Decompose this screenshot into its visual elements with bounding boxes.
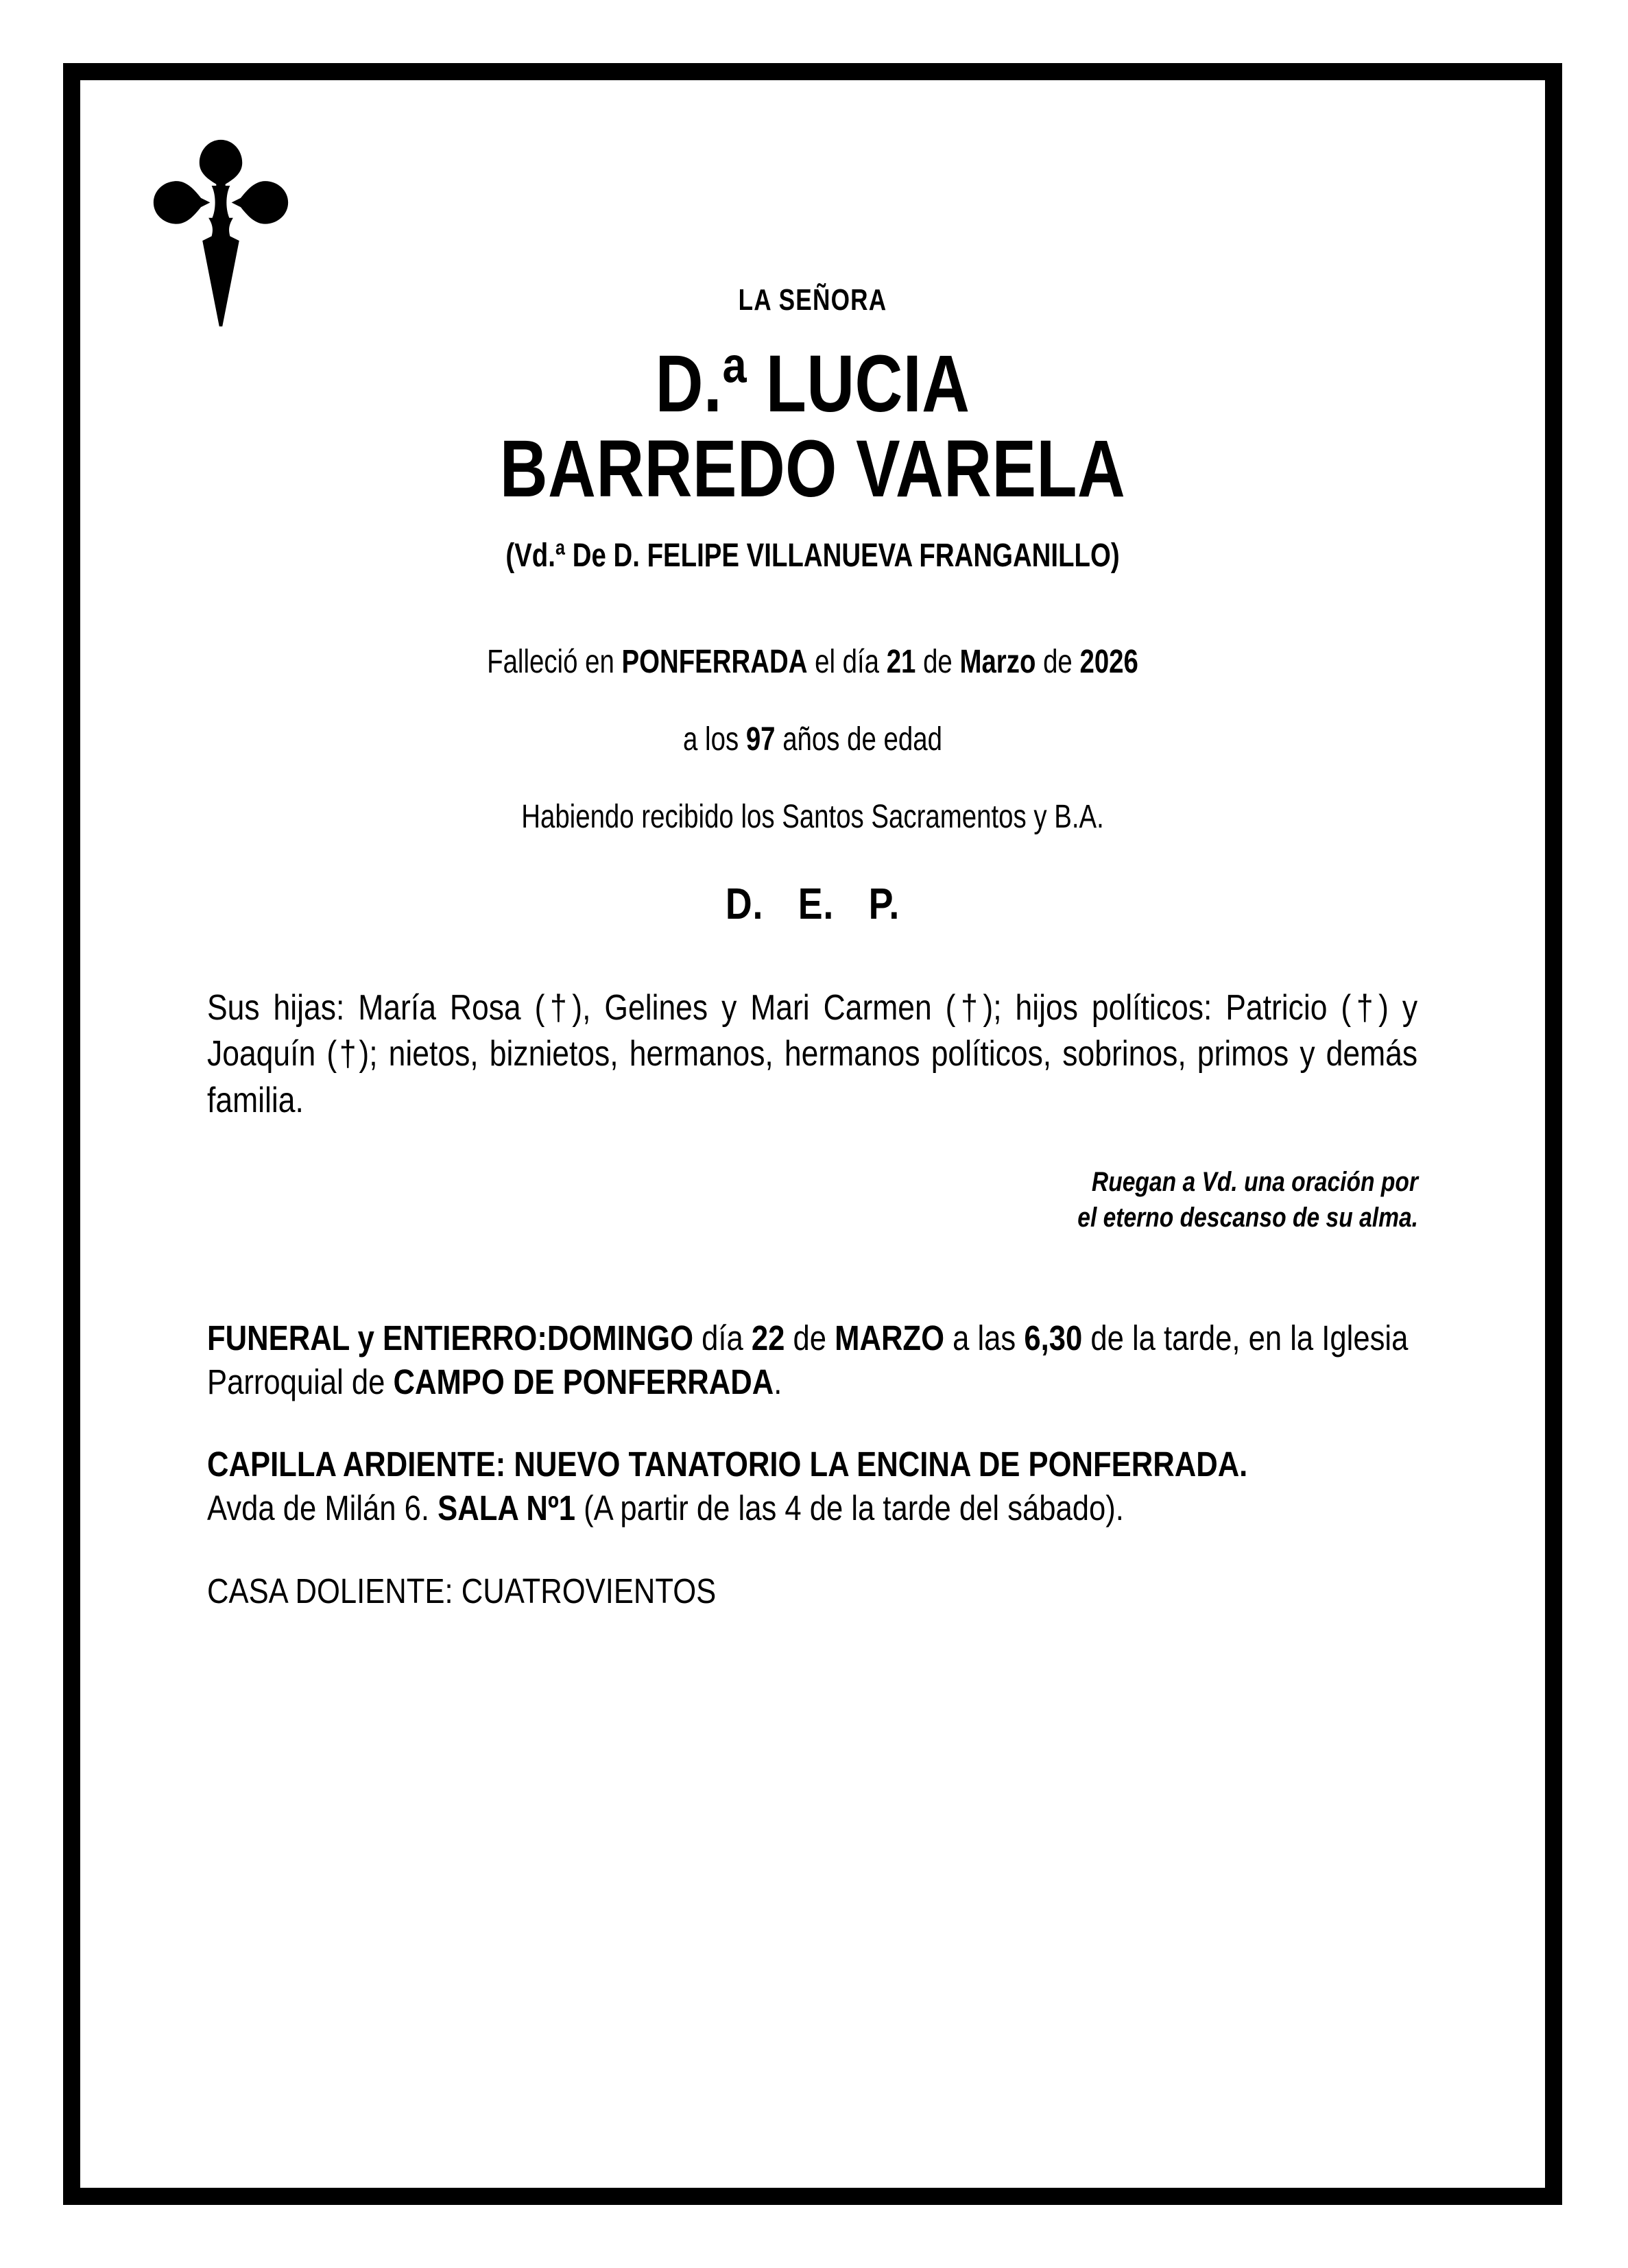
- funeral-church: CAMPO DE PONFERRADA: [393, 1362, 774, 1401]
- funeral-time: 6,30: [1024, 1318, 1083, 1358]
- surviving-family-paragraph: Sus hijas: María Rosa (†), Gelines y Mari Carmen (†); hijos políticos: Patricio (†) y Joaquín (†); nietos, biznietos, hermanos, hermanos políticos, sobrinos, primos y demás familia.: [207, 987, 1418, 1120]
- service-information: [207, 1316, 1418, 1613]
- honorific-label: LA SEÑORA: [738, 283, 887, 317]
- deceased-name-line-1: D.ª LUCIA: [655, 339, 970, 429]
- dep-p: P.: [868, 878, 900, 928]
- widow-of-label: (Vd.ª De D. FELIPE VILLANUEVA FRANGANILLO): [505, 537, 1120, 574]
- prayer-request-line-1: Ruegan a Vd. una oración por: [1091, 1166, 1418, 1197]
- funeral-day-name: DOMINGO: [547, 1318, 694, 1358]
- funeral-time-suffix: de la tarde, en la Iglesia Parroquial de: [207, 1318, 1409, 1401]
- chapel-label: CAPILLA ARDIENTE:: [207, 1445, 506, 1484]
- age-prefix: a los: [683, 721, 746, 758]
- mourning-house-value: CUATROVIENTOS: [453, 1571, 717, 1610]
- funeral-day-number: 22: [751, 1318, 785, 1358]
- chapel-details: [207, 1443, 1417, 1531]
- age-line: [328, 721, 1297, 758]
- funeral-details: [207, 1316, 1417, 1405]
- funeral-end: .: [774, 1362, 782, 1401]
- mourning-house-label: CASA DOLIENTE:: [207, 1571, 453, 1610]
- chapel-room: SALA Nº1: [438, 1488, 576, 1528]
- mourning-house-details: [207, 1569, 1417, 1613]
- age-suffix: años de edad: [775, 721, 942, 758]
- deceased-name-line-2: BARREDO VARELA: [499, 423, 1126, 514]
- chapel-hours: (A partir de las 4 de la tarde del sábado).: [575, 1488, 1124, 1528]
- death-mid: el día: [807, 643, 887, 680]
- funeral-dia-word: día: [693, 1318, 752, 1358]
- death-place: PONFERRADA: [621, 643, 808, 680]
- prayer-request-line-2: el eterno descanso de su alma.: [1077, 1202, 1418, 1233]
- age-value: 97: [745, 721, 776, 758]
- sacraments-line: Habiendo recibido los Santos Sacramentos y B.A.: [521, 798, 1104, 835]
- death-day: 21: [886, 643, 916, 680]
- page-border-frame: [63, 63, 1562, 2205]
- dep-d: D.: [725, 878, 764, 928]
- death-of-1: de: [915, 643, 960, 680]
- cross-of-saint-james-icon: [142, 134, 300, 333]
- prayer-request: [401, 1164, 1418, 1235]
- death-of-2: de: [1036, 643, 1080, 680]
- funeral-label: FUNERAL y ENTIERRO:: [207, 1318, 547, 1358]
- deceased-name: [207, 339, 1418, 514]
- funeral-time-prefix: a las: [944, 1318, 1025, 1358]
- chapel-address: Avda de Milán 6.: [207, 1488, 438, 1528]
- death-details-line: [328, 643, 1297, 681]
- content-sheet: [80, 80, 1545, 2188]
- chapel-venue: NUEVO TANATORIO LA ENCINA DE PONFERRADA.: [505, 1445, 1248, 1484]
- death-month: Marzo: [959, 643, 1036, 680]
- death-year: 2026: [1079, 643, 1138, 680]
- death-prefix: Falleció en: [487, 643, 622, 680]
- dep-e: E.: [798, 878, 835, 928]
- funeral-of: de: [785, 1318, 835, 1358]
- funeral-month: MARZO: [835, 1318, 944, 1358]
- dep-abbreviation: [304, 878, 1321, 929]
